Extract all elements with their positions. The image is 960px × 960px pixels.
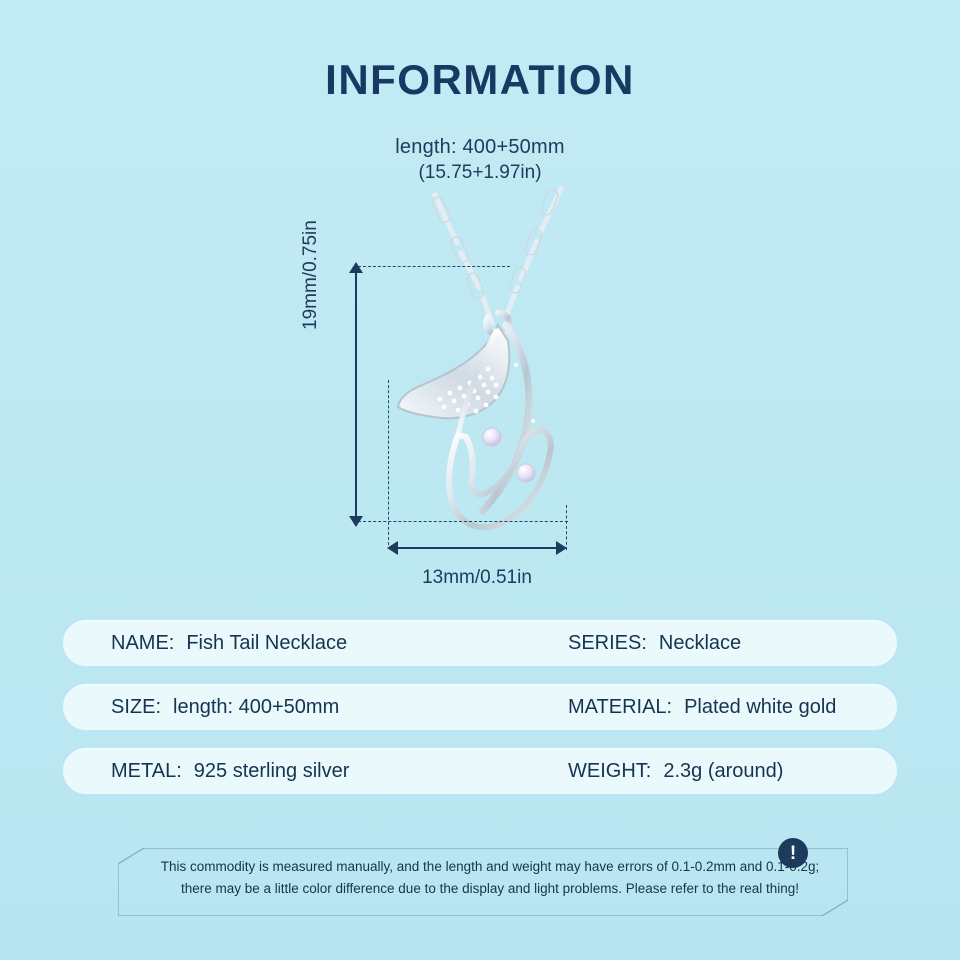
- length-caption: [0, 136, 960, 184]
- spec-key-material: MATERIAL:: [568, 695, 673, 718]
- width-dimension-line: [392, 547, 562, 549]
- spec-key-name: NAME:: [111, 631, 175, 654]
- disclaimer-note: [118, 838, 848, 918]
- dimension-guide-top: [358, 266, 510, 267]
- height-dimension-line: [355, 268, 357, 523]
- disclaimer-line-1: This commodity is measured manually, and the length and weight may have errors of 0.1-0.2mm and 0.1-0.2g;: [160, 859, 820, 874]
- spec-cell-weight: [568, 760, 783, 783]
- spec-row: [63, 748, 897, 794]
- length-caption-secondary: (15.75+1.97in): [418, 162, 542, 183]
- necklace-illustration: [330, 185, 630, 605]
- width-dimension-label: 13mm/0.51in: [422, 567, 532, 588]
- height-dimension-label: 19mm/0.75in: [300, 220, 321, 330]
- dimension-guide-bottom: [358, 521, 568, 522]
- disclaimer-text: [160, 856, 820, 901]
- spec-cell-material: [568, 696, 836, 719]
- product-image: [330, 185, 630, 605]
- spec-value-size: length: 400+50mm: [173, 695, 340, 718]
- spec-value-name: Fish Tail Necklace: [186, 631, 348, 654]
- length-caption-primary: length: 400+50mm: [395, 136, 565, 158]
- spec-key-weight: WEIGHT:: [568, 759, 652, 782]
- spec-row: [63, 620, 897, 666]
- spec-value-metal: 925 sterling silver: [193, 759, 350, 782]
- width-arrow-right-icon: [556, 541, 567, 555]
- disclaimer-line-2: there may be a little color difference due to the display and light problems. Please refer to the real thing!: [180, 881, 800, 897]
- spec-key-size: SIZE:: [111, 695, 162, 718]
- spec-cell-metal: [111, 760, 349, 783]
- spec-row: [63, 684, 897, 730]
- height-arrow-down-icon: [349, 516, 363, 527]
- spec-cell-series: [568, 632, 741, 655]
- dimension-guide-left: [388, 380, 389, 545]
- spec-value-series: Necklace: [658, 631, 742, 654]
- warning-icon: !: [778, 838, 808, 868]
- spec-cell-size: [111, 696, 339, 719]
- spec-key-metal: METAL:: [111, 759, 182, 782]
- page-title: INFORMATION: [325, 56, 635, 103]
- specs-table: [63, 620, 897, 812]
- spec-value-weight: 2.3g (around): [663, 759, 784, 782]
- spec-cell-name: [111, 632, 347, 655]
- spec-key-series: SERIES:: [568, 631, 647, 654]
- spec-value-material: Plated white gold: [684, 695, 837, 718]
